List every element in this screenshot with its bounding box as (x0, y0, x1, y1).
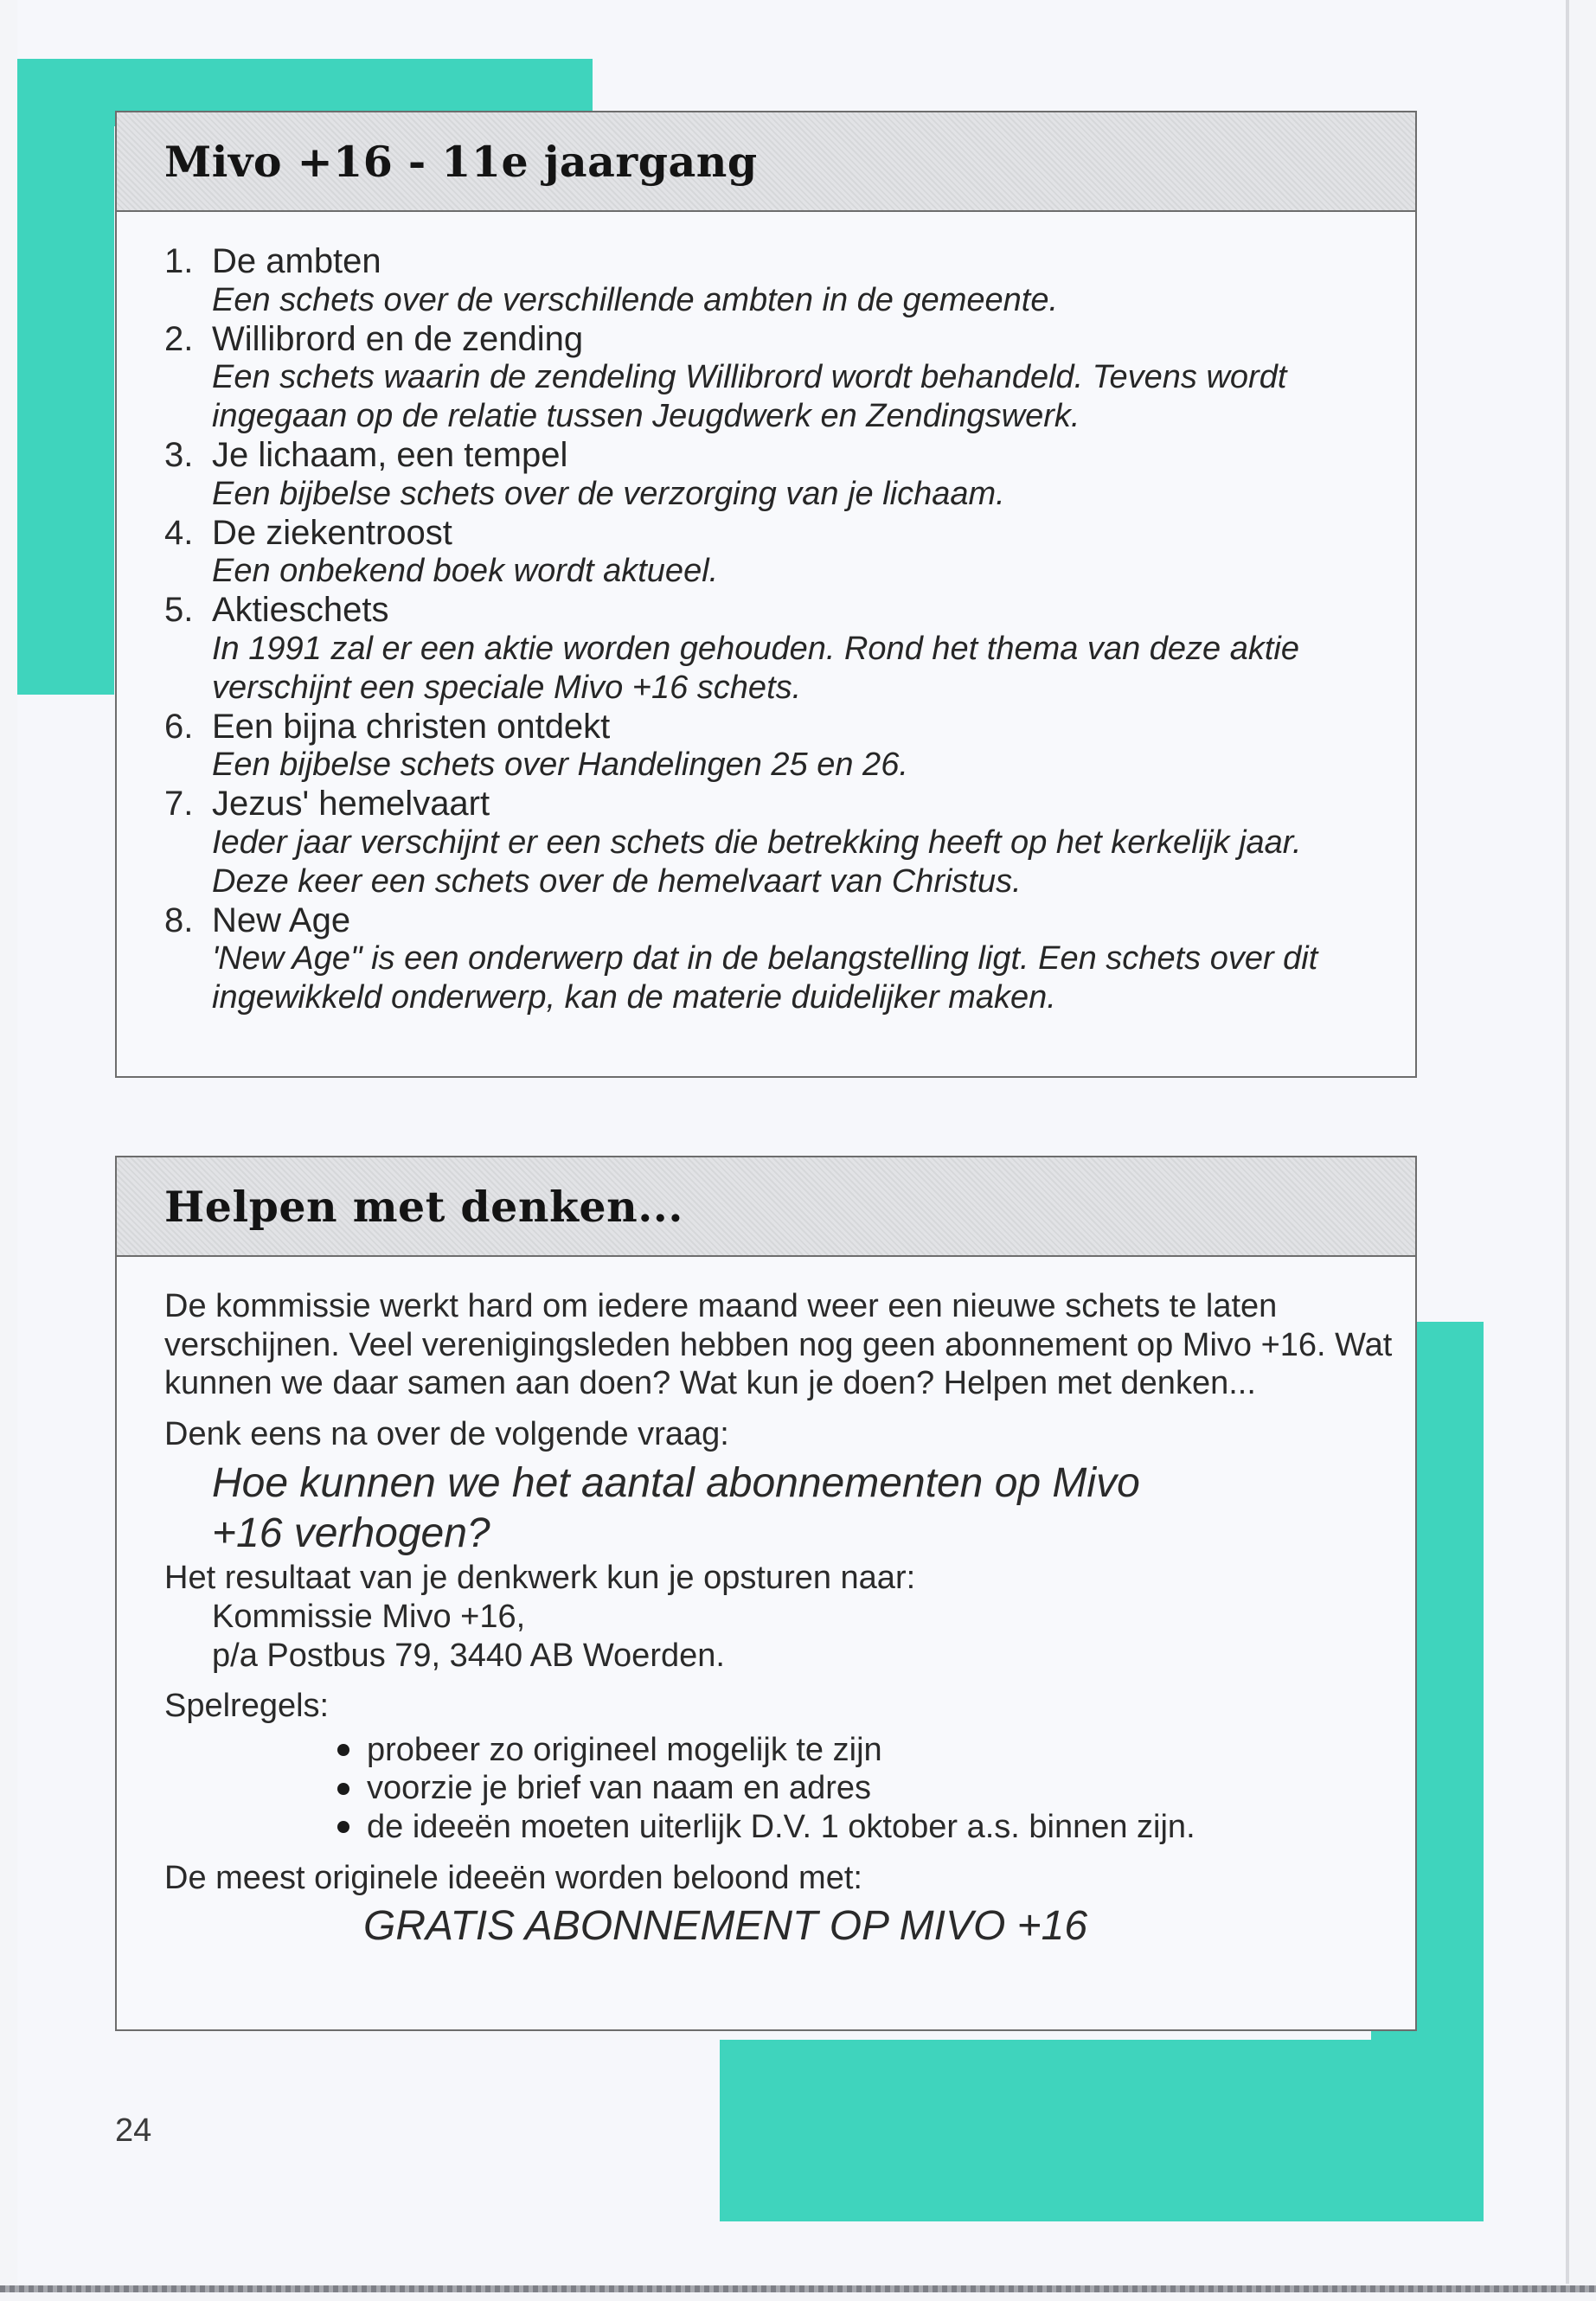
rule-text: probeer zo origineel mogelijk te zijn (367, 1731, 882, 1768)
list-item (164, 436, 1393, 514)
list-item (164, 514, 1393, 592)
rule-item (337, 1769, 1393, 1808)
item-description: Deze keer een schets over de hemelvaart van Christus. (212, 862, 1022, 900)
question-text: Hoe kunnen we het aantal abonnementen op Mivo +16 verhogen? (212, 1460, 1140, 1557)
item-body (212, 436, 1393, 514)
address-line-1: Kommissie Mivo +16, (212, 1598, 526, 1635)
item-number: 2. (164, 319, 194, 358)
rule-text: voorzie je brief van naam en adres (367, 1770, 871, 1807)
item-body (212, 708, 1393, 785)
item-description: Ieder jaar verschijnt er een schets die betrekking heeft op het kerkelijk jaar. (212, 824, 1302, 861)
item-title: Jezus' hemelvaart (212, 785, 490, 824)
item-title: De ambten (212, 242, 381, 280)
item-title: Willibrord en de zending (212, 319, 584, 358)
list-item (164, 242, 1393, 320)
list-item (164, 901, 1393, 1017)
bullet-icon (337, 1821, 349, 1833)
list-item (164, 591, 1393, 707)
helpen-box (115, 1156, 1417, 2031)
item-body (212, 242, 1393, 320)
item-title: De ziekentroost (212, 513, 452, 552)
jaargang-box (115, 111, 1417, 1078)
helpen-title: Helpen met denken... (164, 1181, 683, 1232)
item-number: 4. (164, 513, 194, 552)
list-item (164, 320, 1393, 436)
accent-block-left (17, 59, 114, 695)
item-number: 3. (164, 435, 194, 474)
item-body (212, 320, 1393, 436)
reward-intro: De meest originele ideeën worden beloond met: (164, 1859, 862, 1896)
item-number: 5. (164, 591, 194, 630)
item-description: 'New Age" is een onderwerp dat in de belangstelling ligt. Een schets over dit ingewikkeld onderwerp, kan de materie duidelijker maken. (212, 940, 1318, 1016)
bullet-icon (337, 1783, 349, 1795)
item-title: Een bijna christen ontdekt (212, 707, 611, 746)
schets-list (164, 242, 1393, 1017)
item-number: 7. (164, 785, 194, 824)
intro-text: De kommissie werkt hard om iedere maand weer een nieuwe schets te laten verschijnen. Veel verenigingsleden hebben nog geen abonnement op Mivo +16. Wat kunnen we daar samen aan doen? Wat kun je doen? Helpen met denken... (164, 1288, 1393, 1402)
rules-label: Spelregels: (164, 1688, 330, 1725)
item-description: Een bijbelse schets over Handelingen 25 en 26. (212, 747, 908, 784)
item-number: 6. (164, 707, 194, 746)
item-description: Een schets waarin de zendeling Willibrord wordt behandeld. Tevens wordt ingegaan op de relatie tussen Jeugdwerk en Zendingswerk. (212, 359, 1287, 435)
send-intro: Het resultaat van je denkwerk kun je opsturen naar: (164, 1560, 916, 1597)
helpen-body (164, 1287, 1393, 1952)
jaargang-title: Mivo +16 - 11e jaargang (164, 136, 758, 187)
item-body (212, 591, 1393, 707)
item-body (212, 785, 1393, 901)
item-description: Een bijbelse schets over de verzorging van je lichaam. (212, 475, 1005, 512)
page-number: 24 (115, 2112, 152, 2149)
rule-item (337, 1731, 1393, 1770)
item-description: Een schets over de verschillende ambten in de gemeente. (212, 281, 1059, 318)
item-number: 1. (164, 242, 194, 280)
item-title: Aktieschets (212, 591, 389, 630)
question-intro: Denk eens na over de volgende vraag: (164, 1415, 729, 1452)
accent-block-bottom (720, 2040, 1484, 2221)
list-item (164, 708, 1393, 785)
jaargang-header (117, 112, 1415, 212)
item-description: Een onbekend boek wordt aktueel. (212, 553, 719, 590)
reward-text: GRATIS ABONNEMENT OP MIVO +16 (363, 1903, 1088, 1950)
rules-list (337, 1731, 1393, 1847)
rule-text: de ideeën moeten uiterlijk D.V. 1 oktober a.s. binnen zijn. (367, 1808, 1195, 1845)
item-body (212, 901, 1393, 1017)
rule-item (337, 1808, 1393, 1847)
item-title: Je lichaam, een tempel (212, 435, 568, 474)
item-description: In 1991 zal er een aktie worden gehouden. Rond het thema van deze aktie verschijnt een speciale Mivo +16 schets. (212, 630, 1299, 706)
scan-edge (0, 2285, 1596, 2292)
item-body (212, 514, 1393, 592)
address-line-2: p/a Postbus 79, 3440 AB Woerden. (212, 1637, 725, 1674)
bullet-icon (337, 1744, 349, 1756)
item-number: 8. (164, 901, 194, 939)
helpen-header (117, 1157, 1415, 1257)
list-item (164, 785, 1393, 901)
item-title: New Age (212, 901, 351, 939)
